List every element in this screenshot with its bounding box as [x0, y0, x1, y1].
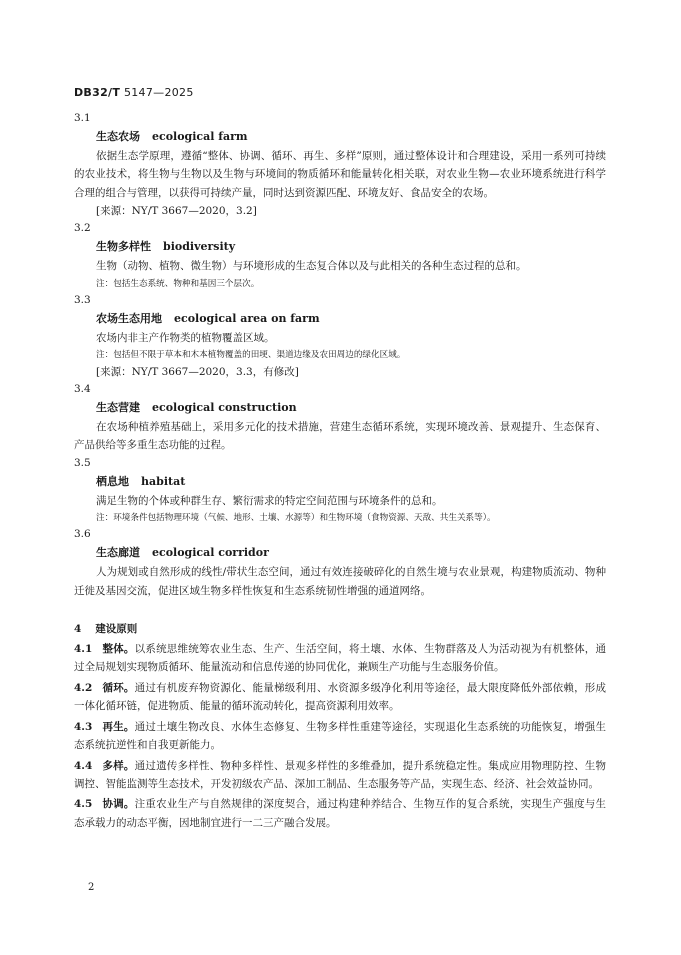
term-definition: 依据生态学原理，遵循“整体、协调、循环、再生、多样”原则，通过整体设计和合理建设，采用一系列可持续的农业技术，将生物与生物以及生物与环境间的物质循环和能量转化相关联，对农业生物—农业环境系统进行科学合理的组合与管理，以获得可持续产量，同时达到资源匹配、环境友好、食品安全的农场。: [74, 150, 606, 199]
term-number: 3.1: [74, 112, 91, 124]
term-source: [来源：NY/T 3667—2020，3.3，有修改]: [96, 366, 299, 379]
term-zh: 生态廊道: [96, 546, 140, 560]
term-definition: 满足生物的个体或种群生存、繁衍需求的特定空间范围与环境条件的总和。: [96, 494, 443, 507]
term-zh: 栖息地: [96, 474, 129, 488]
clause: [74, 795, 606, 832]
term-title: [96, 544, 606, 562]
term-en: ecological construction: [152, 401, 297, 415]
term-title: [96, 128, 606, 146]
term-entry: [74, 220, 606, 291]
chapter-heading: [74, 620, 606, 638]
term-zh: 生态农场: [96, 130, 140, 143]
clause-text: 以系统思维统筹农业生态、生产、生活空间，将土壤、水体、生物群落及人为活动视为有机整体，通过全局规划实现物质循环、能量流动和信息传递的协同优化，兼顾生产功能与生态服务价值。: [74, 643, 607, 674]
clause-text: 通过遗传多样性、物种多样性、景观多样性的多维叠加，提升系统稳定性。集成应用物理防控、生物调控、智能监测等生态技术，开发初级农产品、深加工制品、生态服务等产品，实现生态、经济、社会效益协同。: [74, 759, 607, 790]
clause: [74, 757, 606, 794]
clause-keyword: 整体。: [102, 643, 135, 656]
term-definition: 在农场种植养殖基础上，采用多元化的技术措施，营建生态循环系统，实现环境改善、景观提升、生态保育、产品供给等多重生态功能的过程。: [74, 421, 606, 452]
term-number: 3.4: [74, 383, 91, 396]
term-zh: 农场生态用地: [96, 311, 162, 325]
chapter-title: 建设原则: [95, 623, 138, 636]
term-en: ecological area on farm: [174, 311, 320, 325]
term-title: [96, 310, 606, 328]
page-number: 2: [88, 882, 95, 893]
term-en: ecological farm: [152, 130, 248, 143]
standard-number: 5147—2025: [123, 86, 194, 99]
clause-text: 注重农业生产与自然规律的深度契合，通过构建种养结合、生物互作的复合系统，实现生产强度与生态承载力的动态平衡，因地制宜进行一二三产融合发展。: [74, 798, 607, 829]
term-number: 3.2: [74, 222, 91, 235]
term-zh: 生态营建: [96, 401, 140, 415]
term-number: 3.5: [74, 456, 91, 469]
term-entry: [74, 381, 606, 455]
term-note: 注：包括生态系统、物种和基因三个层次。: [96, 278, 260, 289]
clause-keyword: 多样。: [102, 759, 135, 772]
clause-keyword: 再生。: [102, 720, 135, 733]
term-entry: [74, 526, 606, 600]
term-note: 注：环境条件包括物理环境（气候、地形、土壤、水源等）和生物环境（食物资源、天敌、共生关系等）。: [96, 513, 496, 524]
term-number: 3.3: [74, 293, 91, 306]
term-en: biodiversity: [163, 240, 236, 254]
term-zh: 生物多样性: [96, 240, 151, 254]
clause: [74, 718, 606, 755]
clause-number: 4.3: [74, 720, 93, 733]
term-entry: [74, 292, 606, 381]
term-title: [96, 473, 606, 491]
page-content: [74, 110, 606, 832]
term-definition: 人为规划或自然形成的线性/带状生态空间，通过有效连接破碎化的自然生境与农业景观，构建物质流动、物种迁徙及基因交流，促进区域生物多样性恢复和生态系统韧性增强的通道网络。: [74, 566, 606, 597]
term-title: [96, 399, 606, 417]
term-number: 3.6: [74, 528, 91, 541]
clause: [74, 679, 606, 716]
chapter-number: 4: [74, 623, 82, 636]
standard-code: DB32/T: [74, 86, 121, 99]
clause-text: 通过土壤生物改良、水体生态修复、生物多样性重建等途径，实现退化生态系统的功能恢复，增强生态系统抗逆性和自我更新能力。: [74, 720, 607, 752]
term-definition: 生物（动物、植物、微生物）与环境形成的生态复合体以及与此相关的各种生态过程的总和。: [96, 260, 527, 273]
term-entry: [74, 455, 606, 526]
term-entry: [74, 110, 606, 220]
term-en: habitat: [141, 474, 186, 488]
clause-number: 4.2: [74, 681, 93, 694]
term-source: [来源：NY/T 3667—2020，3.2]: [96, 205, 257, 218]
clause: [74, 640, 606, 677]
clause-text: 通过有机废弃物资源化、能量梯级利用、水资源多级净化利用等途径，最大限度降低外部依赖，形成一体化循环链，促进物质、能量的循环流动转化，提高资源利用效率。: [74, 681, 607, 713]
clause-keyword: 循环。: [102, 681, 135, 694]
clause-number: 4.4: [74, 759, 93, 772]
page-header: [74, 86, 194, 99]
clause-number: 4.5: [74, 798, 93, 811]
term-en: ecological corridor: [152, 546, 269, 560]
clause-keyword: 协调。: [102, 798, 135, 811]
term-definition: 农场内非主产作物类的植物覆盖区域。: [96, 331, 275, 344]
term-title: [96, 238, 606, 256]
term-note: 注：包括但不限于草本和木本植物覆盖的田埂、渠道边缘及农田周边的绿化区域。: [96, 350, 406, 361]
clause-number: 4.1: [74, 643, 93, 656]
